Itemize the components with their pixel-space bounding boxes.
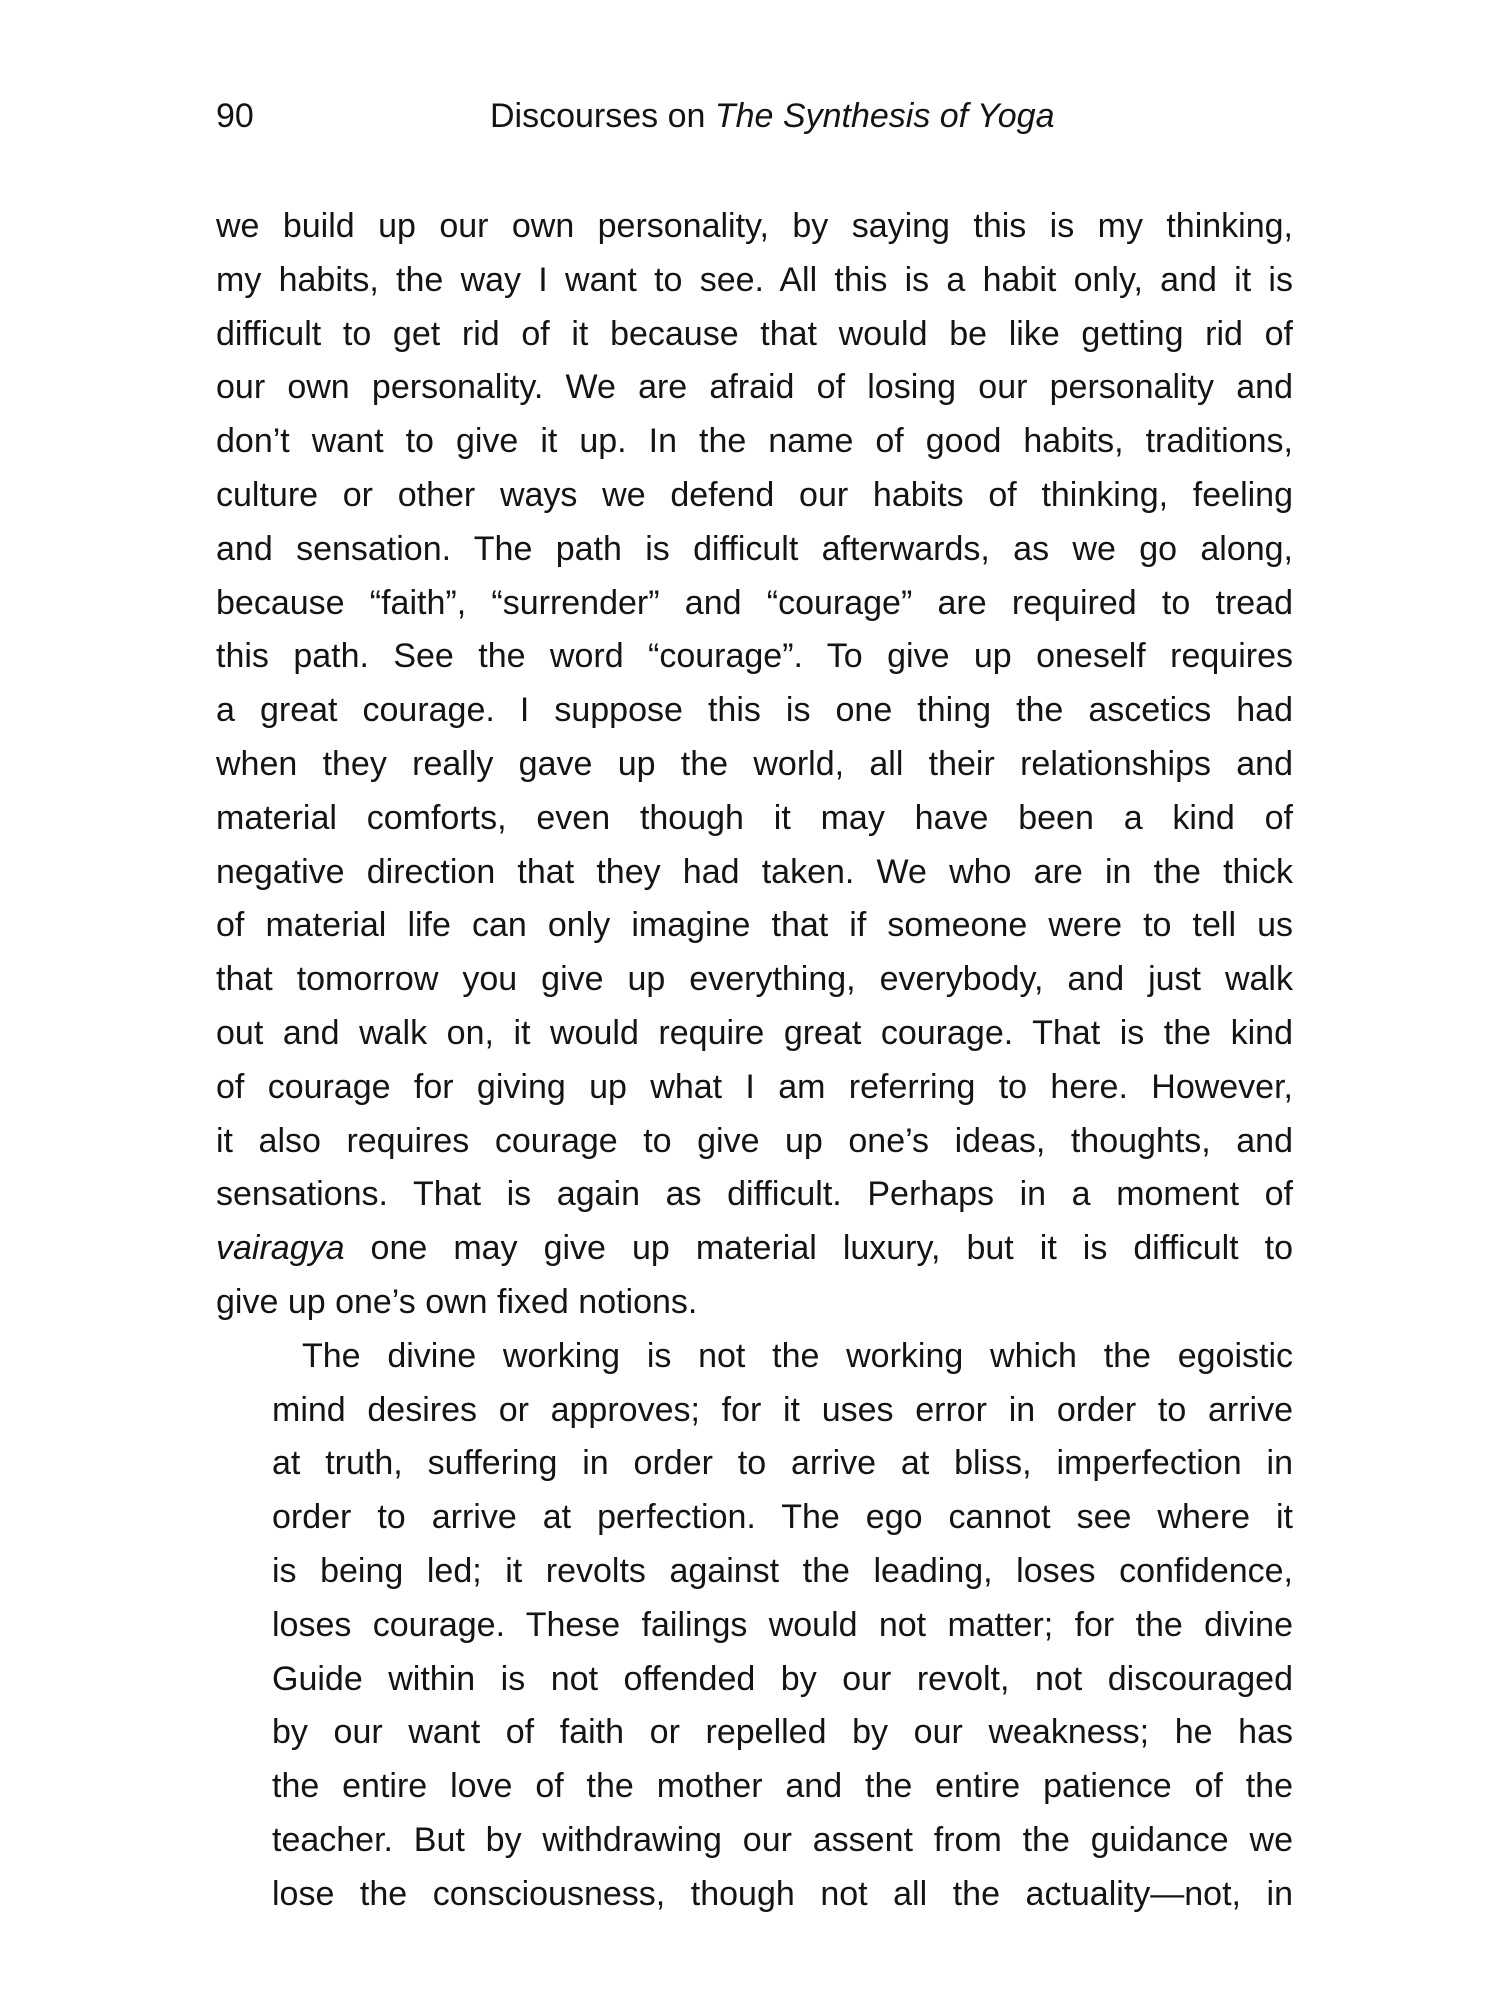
paragraph-line: our own personality. We are afraid of losing our personality and xyxy=(216,368,1293,407)
paragraph-line: when they really gave up the world, all their relationships and xyxy=(216,744,1293,783)
commentary-paragraph xyxy=(216,200,1293,1330)
quote-line: The divine working is not the working which the egoistic xyxy=(302,1336,1293,1375)
running-head-title-italic: The Synthesis of Yoga xyxy=(714,97,1055,135)
paragraph-line: of material life can only imagine that if someone were to tell us xyxy=(216,906,1293,945)
quote-line: is being led; it revolts against the leading, loses confidence, xyxy=(272,1551,1293,1590)
paragraph-line: that tomorrow you give up everything, everybody, and just walk xyxy=(216,960,1293,999)
paragraph-line: culture or other ways we defend our habits of thinking, feeling xyxy=(216,475,1293,514)
body-text xyxy=(216,200,1293,1922)
paragraph-line: my habits, the way I want to see. All this is a habit only, and it is xyxy=(216,260,1293,299)
running-head xyxy=(0,86,1500,146)
paragraph-line: material comforts, even though it may have been a kind of xyxy=(216,798,1293,837)
quote-line: mind desires or approves; for it uses error in order to arrive xyxy=(272,1390,1293,1429)
paragraph-line: don’t want to give it up. In the name of good habits, traditions, xyxy=(216,422,1293,461)
quote-line: Guide within is not offended by our revolt, not discouraged xyxy=(272,1659,1293,1698)
paragraph-line: of courage for giving up what I am referring to here. However, xyxy=(216,1067,1293,1106)
page-number: 90 xyxy=(216,97,254,135)
paragraph-final-line: give up one’s own fixed notions. xyxy=(216,1282,698,1321)
paragraph-line: difficult to get rid of it because that would be like getting rid of xyxy=(216,314,1293,353)
quote-line: order to arrive at perfection. The ego cannot see where it xyxy=(272,1498,1293,1537)
paragraph-line: we build up our own personality, by saying this is my thinking, xyxy=(216,207,1293,245)
vairagya-line-rest: one may give up material luxury, but it is difficult to xyxy=(344,1229,1293,1268)
quote-line: by our want of faith or repelled by our weakness; he has xyxy=(272,1713,1293,1752)
paragraph-line: negative direction that they had taken. We who are in the thick xyxy=(216,852,1293,891)
paragraph-line: out and walk on, it would require great courage. That is the kind xyxy=(216,1013,1293,1052)
quote-line: at truth, suffering in order to arrive at bliss, imperfection in xyxy=(272,1444,1293,1483)
paragraph-line-vairagya xyxy=(216,1222,1293,1276)
quote-line: the entire love of the mother and the entire patience of the xyxy=(272,1767,1293,1806)
block-quotation xyxy=(216,1330,1293,1922)
paragraph-line: because “faith”, “surrender” and “courage” are required to tread xyxy=(216,583,1293,622)
paragraph-line: it also requires courage to give up one’s ideas, thoughts, and xyxy=(216,1121,1293,1160)
running-head-title xyxy=(490,86,1054,146)
paragraph-line: sensations. That is again as difficult. Perhaps in a moment of xyxy=(216,1175,1293,1214)
vairagya-term: vairagya xyxy=(216,1229,345,1268)
quote-line: loses courage. These failings would not matter; for the divine xyxy=(272,1605,1293,1644)
quote-line: teacher. But by withdrawing our assent from the guidance we xyxy=(272,1820,1293,1859)
quote-line: lose the consciousness, though not all the actuality—not, in xyxy=(272,1874,1293,1913)
running-head-title-prefix: Discourses on xyxy=(490,97,715,135)
paragraph-line: and sensation. The path is difficult afterwards, as we go along, xyxy=(216,529,1293,568)
paragraph-line: a great courage. I suppose this is one thing the ascetics had xyxy=(216,691,1293,730)
paragraph-line: this path. See the word “courage”. To give up oneself requires xyxy=(216,637,1293,676)
